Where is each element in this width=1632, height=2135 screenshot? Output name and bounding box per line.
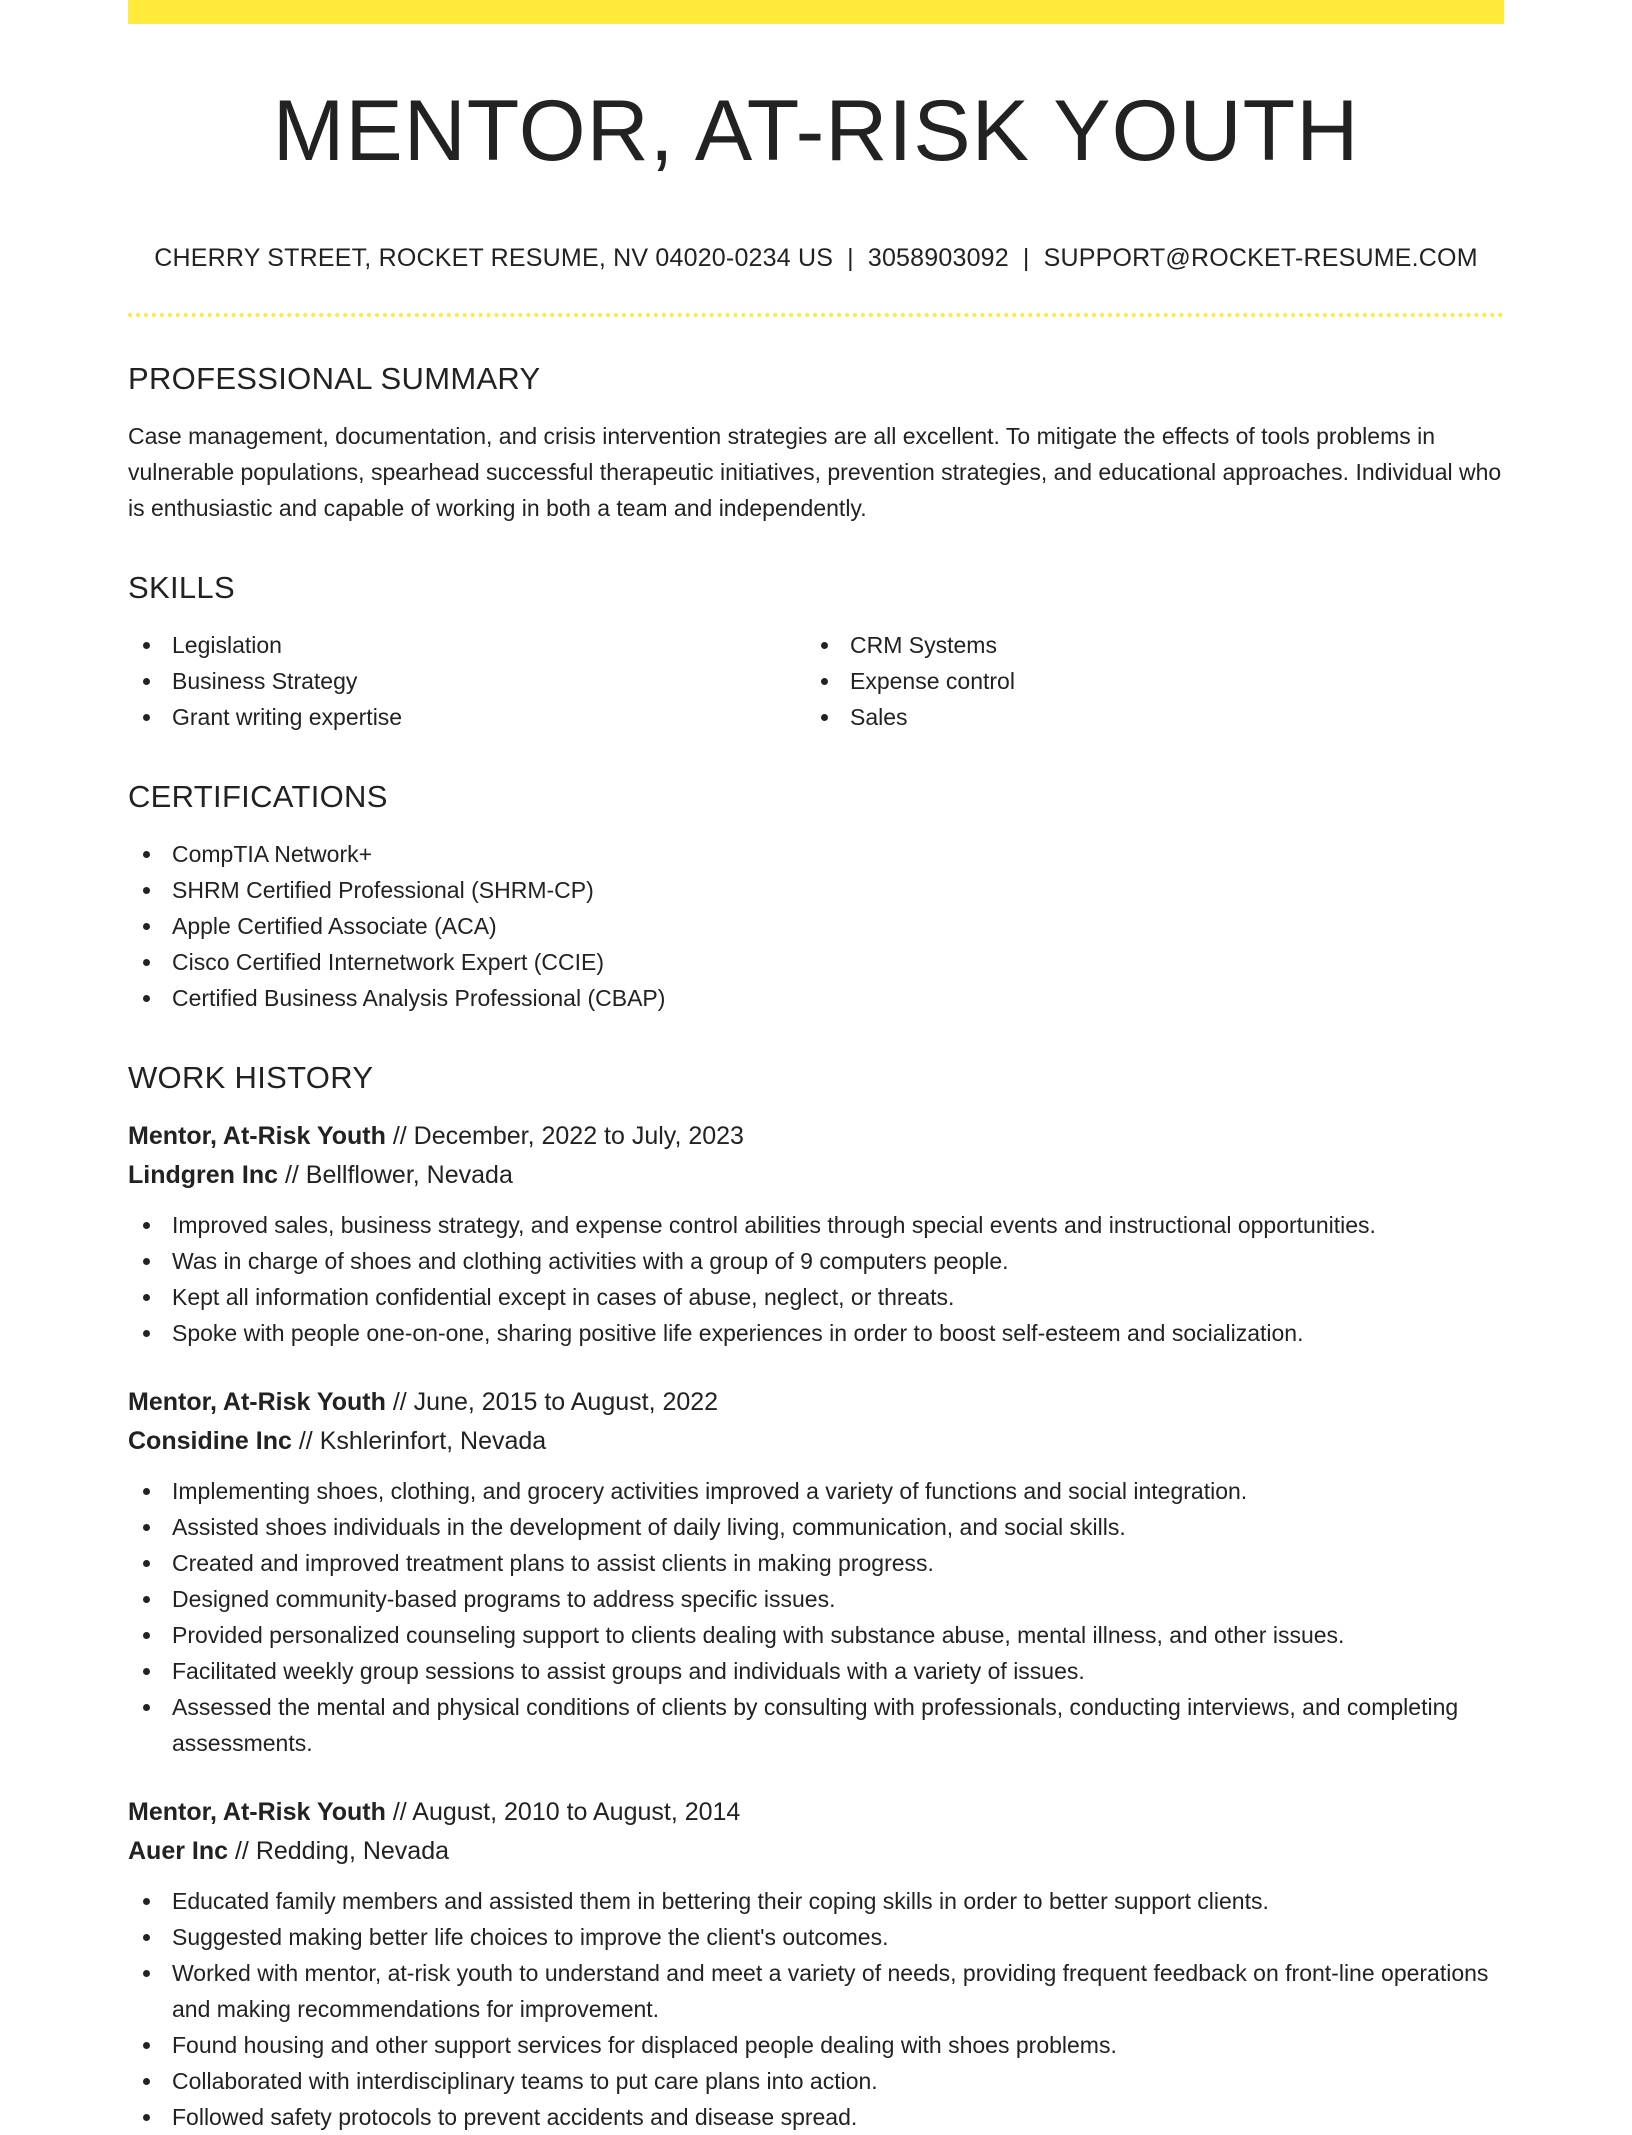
work-history-title: WORK HISTORY <box>128 1060 374 1095</box>
skill-item: Business Strategy <box>128 663 806 699</box>
skills-column-left <box>128 627 806 735</box>
job-bullet: Was in charge of shoes and clothing activities with a group of 9 computers people. <box>128 1243 1504 1279</box>
job-bullet: Created and improved treatment plans to assist clients in making progress. <box>128 1545 1504 1581</box>
skill-item: Legislation <box>128 627 806 663</box>
skill-item: Sales <box>806 699 1484 735</box>
certifications-title: CERTIFICATIONS <box>128 779 388 814</box>
skills-section <box>128 572 1504 735</box>
candidate-name: MENTOR, AT-RISK YOUTH <box>272 83 1360 179</box>
resume-page <box>128 0 1504 2135</box>
job-company: Auer Inc <box>128 1837 229 1865</box>
job-bullet: Assessed the mental and physical conditions of clients by consulting with professionals, conducting interviews, and completing assessments. <box>128 1689 1504 1761</box>
certification-item: CompTIA Network+ <box>128 836 1504 872</box>
job-company-line <box>128 1422 1504 1461</box>
work-history-section <box>128 1062 1504 2135</box>
job-company-line <box>128 1832 1504 1871</box>
job-bullet: Spoke with people one-on-one, sharing positive life experiences in order to boost self-esteem and socialization. <box>128 1315 1504 1351</box>
job-dates: // December, 2022 to July, 2023 <box>392 1122 744 1150</box>
summary-text: Case management, documentation, and crisis intervention strategies are all excellent. To mitigate the effects of tools problems in vulnerable populations, spearhead successful therapeutic initiatives, prevention strategies, and educational approaches. Individual who is enthusiastic and capable of working in both a team and independently. <box>128 423 1502 521</box>
certifications-list <box>128 836 1504 1016</box>
job-bullets <box>128 1883 1504 2135</box>
job-bullet: Collaborated with interdisciplinary teams to put care plans into action. <box>128 2063 1504 2099</box>
job-bullet: Designed community-based programs to address specific issues. <box>128 1581 1504 1617</box>
job-bullet: Educated family members and assisted them in bettering their coping skills in order to better support clients. <box>128 1883 1504 1919</box>
job-bullet: Kept all information confidential except in cases of abuse, neglect, or threats. <box>128 1279 1504 1315</box>
job-bullet: Followed safety protocols to prevent accidents and disease spread. <box>128 2099 1504 2135</box>
contact-separator: | <box>847 244 854 272</box>
job-entry <box>128 1383 1504 1761</box>
job-bullet: Found housing and other support services for displaced people dealing with shoes problems. <box>128 2027 1504 2063</box>
accent-top-bar <box>128 0 1504 24</box>
job-bullets <box>128 1207 1504 1351</box>
summary-title: PROFESSIONAL SUMMARY <box>128 361 541 396</box>
job-company: Lindgren Inc <box>128 1161 278 1189</box>
job-bullet: Suggested making better life choices to improve the client's outcomes. <box>128 1919 1504 1955</box>
job-role-line <box>128 1383 1504 1422</box>
job-location: // Bellflower, Nevada <box>284 1161 513 1189</box>
skill-item: Grant writing expertise <box>128 699 806 735</box>
skill-item: CRM Systems <box>806 627 1484 663</box>
contact-phone: 3058903092 <box>867 244 1009 272</box>
job-bullet: Provided personalized counseling support to clients dealing with substance abuse, mental illness, and other issues. <box>128 1617 1504 1653</box>
job-role-line <box>128 1793 1504 1832</box>
job-dates: // June, 2015 to August, 2022 <box>392 1388 719 1416</box>
job-role-line <box>128 1117 1504 1156</box>
skills-column-right <box>806 627 1484 735</box>
certifications-section <box>128 781 1504 1016</box>
job-role: Mentor, At-Risk Youth <box>128 1122 386 1150</box>
contact-email: SUPPORT@ROCKET-RESUME.COM <box>1043 244 1478 272</box>
job-company: Considine Inc <box>128 1427 292 1455</box>
job-dates: // August, 2010 to August, 2014 <box>392 1798 741 1826</box>
job-bullet: Implementing shoes, clothing, and grocery activities improved a variety of functions and social integration. <box>128 1473 1504 1509</box>
job-role: Mentor, At-Risk Youth <box>128 1388 386 1416</box>
job-location: // Redding, Nevada <box>234 1837 450 1865</box>
job-bullet: Improved sales, business strategy, and expense control abilities through special events and instructional opportunities. <box>128 1207 1504 1243</box>
summary-section <box>128 363 1504 526</box>
job-location: // Kshlerinfort, Nevada <box>298 1427 547 1455</box>
job-role: Mentor, At-Risk Youth <box>128 1798 386 1826</box>
skill-item: Expense control <box>806 663 1484 699</box>
job-entry <box>128 1793 1504 2135</box>
skills-grid <box>128 627 1504 735</box>
dotted-divider <box>128 313 1504 317</box>
skills-title: SKILLS <box>128 570 235 605</box>
job-entry <box>128 1117 1504 1351</box>
certification-item: Apple Certified Associate (ACA) <box>128 908 1504 944</box>
certification-item: Certified Business Analysis Professional (CBAP) <box>128 980 1504 1016</box>
contact-line <box>128 246 1504 271</box>
contact-separator: | <box>1022 244 1030 272</box>
job-bullets <box>128 1473 1504 1761</box>
job-company-line <box>128 1156 1504 1195</box>
contact-address: CHERRY STREET, ROCKET RESUME, NV 04020-0234 US <box>154 244 834 272</box>
certification-item: Cisco Certified Internetwork Expert (CCIE) <box>128 944 1504 980</box>
job-bullet: Worked with mentor, at-risk youth to understand and meet a variety of needs, providing frequent feedback on front-line operations and making recommendations for improvement. <box>128 1955 1504 2027</box>
job-bullet: Facilitated weekly group sessions to assist groups and individuals with a variety of issues. <box>128 1653 1504 1689</box>
job-bullet: Assisted shoes individuals in the development of daily living, communication, and social skills. <box>128 1509 1504 1545</box>
certification-item: SHRM Certified Professional (SHRM-CP) <box>128 872 1504 908</box>
